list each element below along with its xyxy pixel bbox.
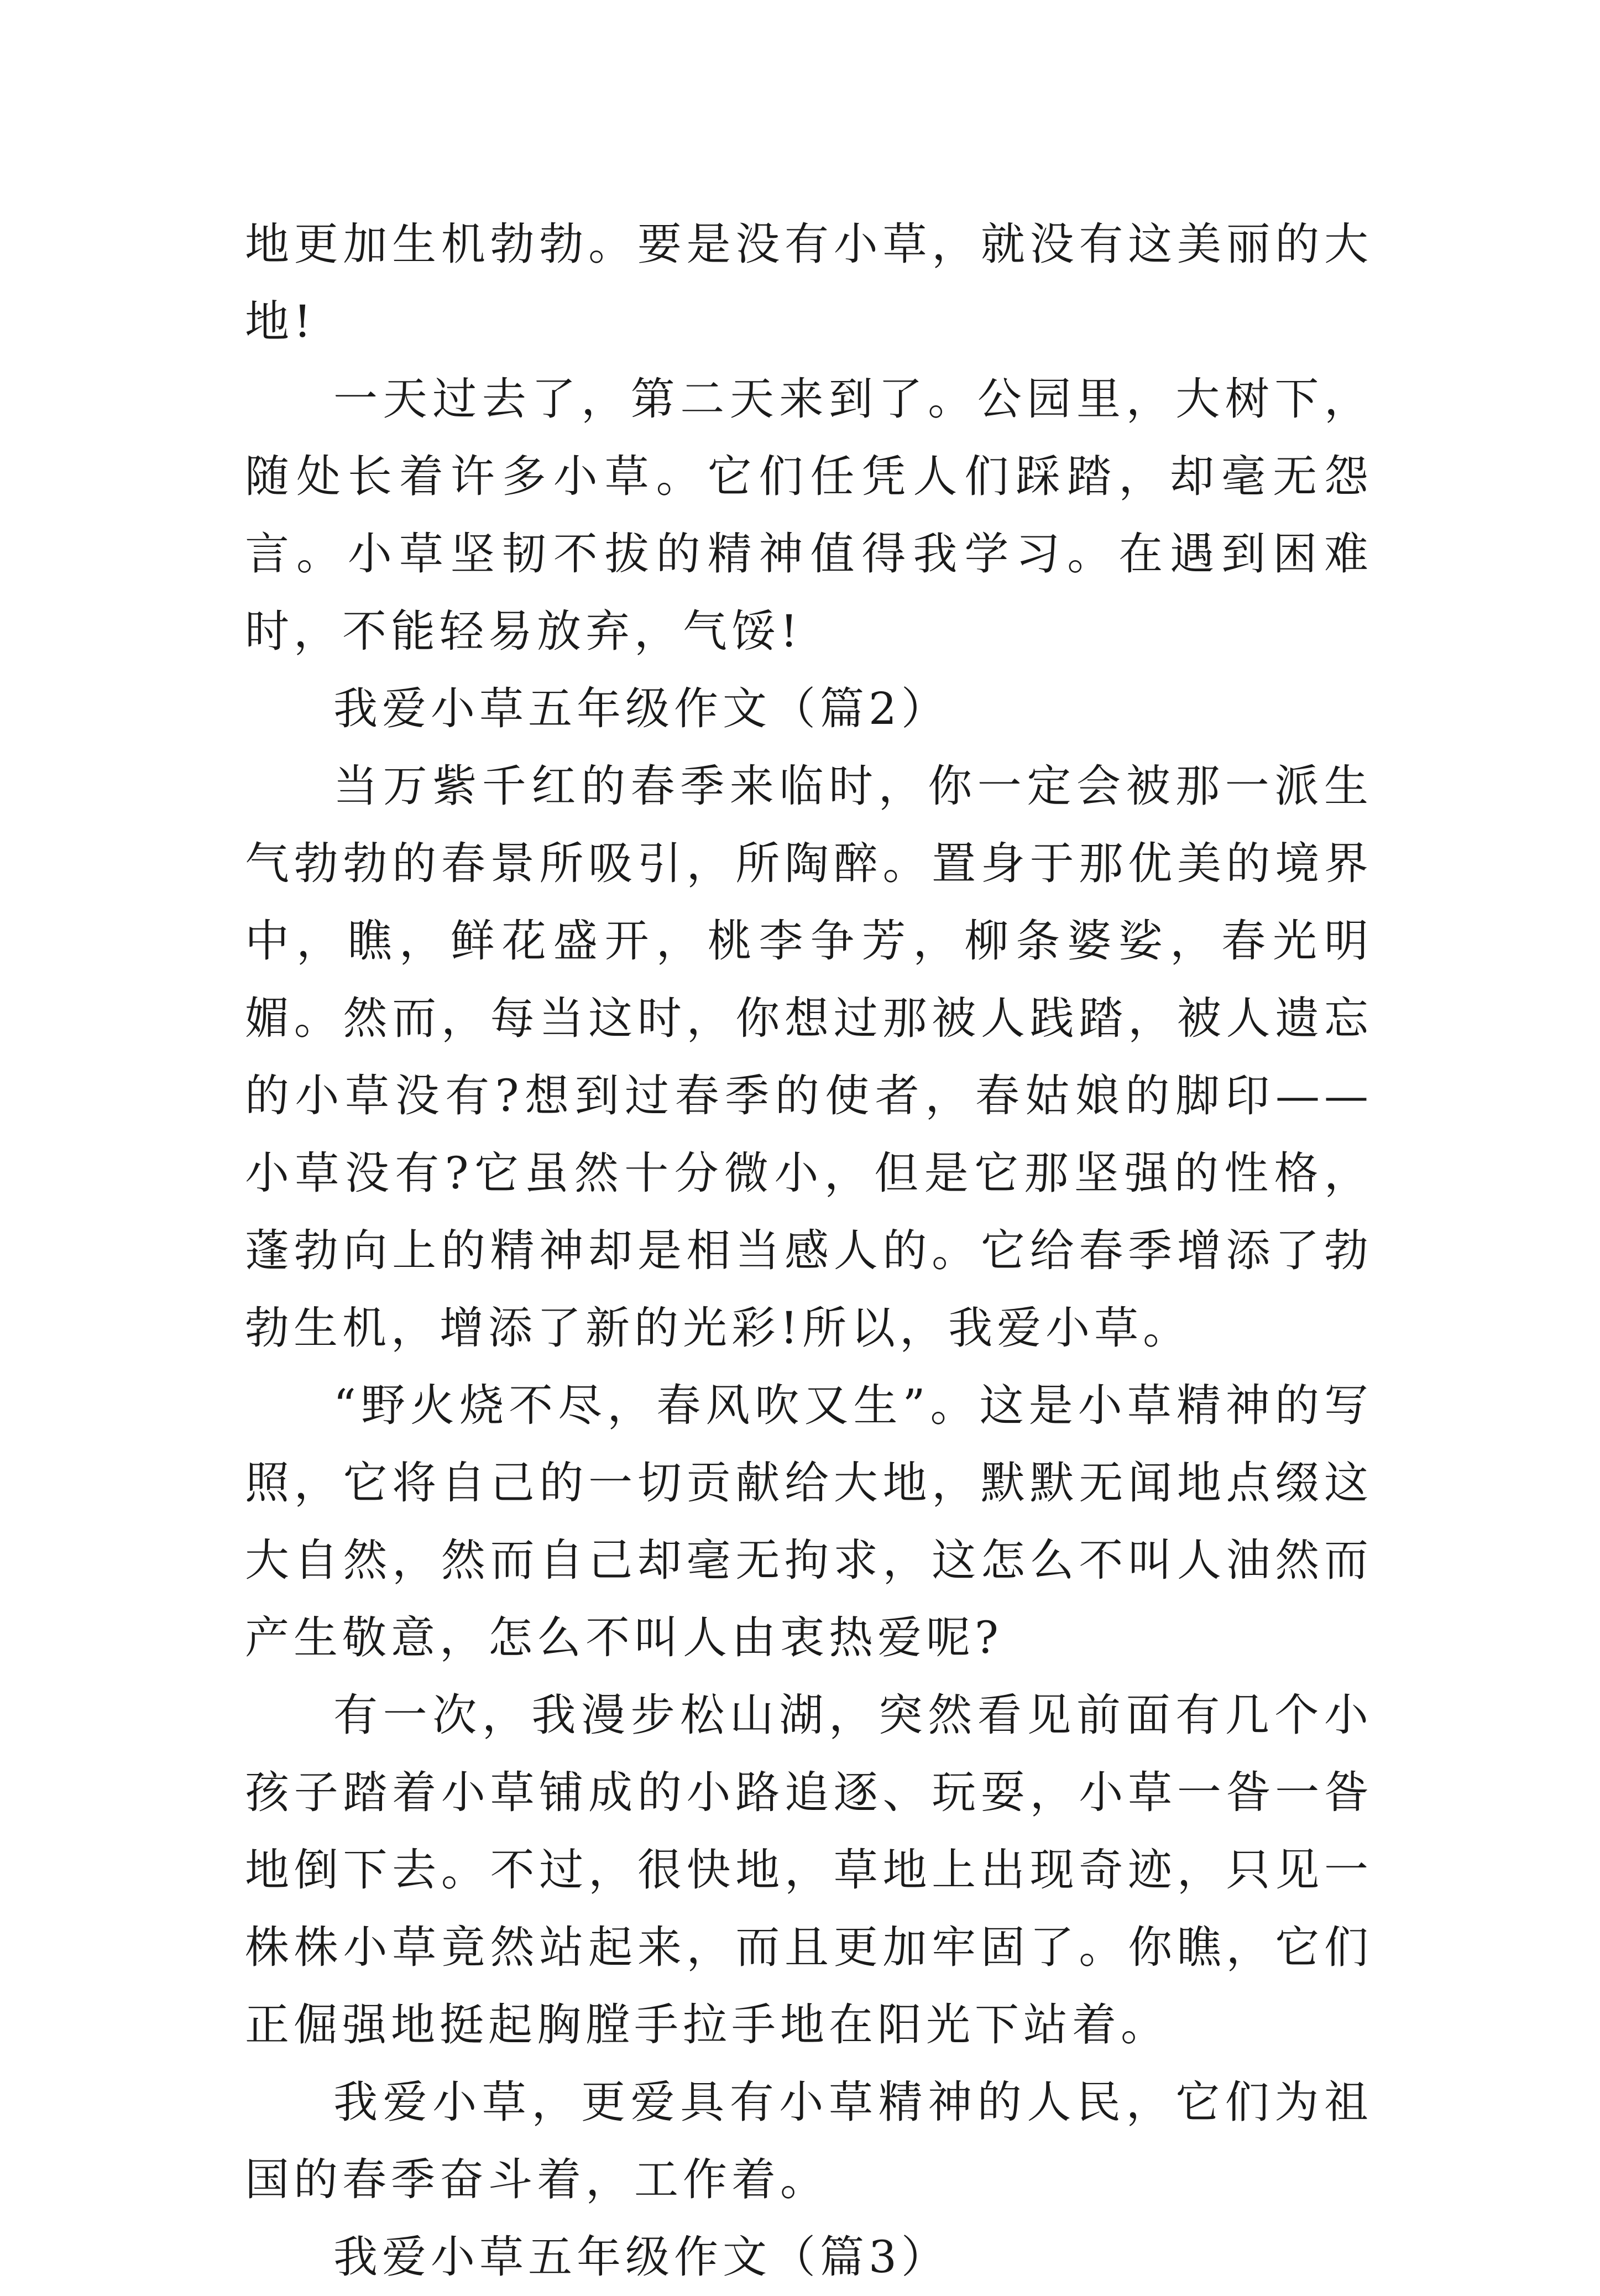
essay-body <box>245 206 1373 2296</box>
paragraph-1: 地更加生机勃勃。要是没有小草，就没有这美丽的大地! <box>245 218 1373 347</box>
section-heading-3: 我爱小草五年级作文（篇3） <box>333 2231 950 2283</box>
paragraph-4: “野火烧不尽，春风吹又生”。这是小草精神的写照，它将自己的一切贡献给大地，默默无闻地点缀这大自然，然而自己却毫无拘求，这怎么不叫人油然而产生敬意，怎么不叫人由衷热爱呢? <box>245 1380 1373 1663</box>
section-heading-2: 我爱小草五年级作文（篇2） <box>333 683 950 734</box>
paragraph-6: 我爱小草，更爱具有小草精神的人民，它们为祖国的春季奋斗着，工作着。 <box>245 2076 1373 2205</box>
paragraph-3: 当万紫千红的春季来临时，你一定会被那一派生气勃勃的春景所吸引，所陶醉。置身于那优美的境界中，瞧，鲜花盛开，桃李争芳，柳条婆娑，春光明媚。然而，每当这时，你想过那被人践踏，被人遗忘的小草没有?想到过春季的使者，春姑娘的脚印——小草没有?它虽然十分微小，但是它那坚强的性格，蓬勃向上的精神却是相当感人的。它给春季增添了勃勃生机，增添了新的光彩!所以，我爱小草。 <box>245 760 1373 1354</box>
paragraph-5: 有一次，我漫步松山湖，突然看见前面有几个小孩子踏着小草铺成的小路追逐、玩耍，小草一昝一昝地倒下去。不过，很快地，草地上出现奇迹，只见一株株小草竟然站起来，而且更加牢固了。你瞧，它们正倔强地挺起胸膛手拉手地在阳光下站着。 <box>245 1689 1373 2050</box>
paragraph-2: 一天过去了，第二天来到了。公园里，大树下，随处长着许多小草。它们任凭人们踩踏，却毫无怨言。小草坚韧不拔的精神值得我学习。在遇到困难时，不能轻易放弃，气馁! <box>245 373 1373 657</box>
